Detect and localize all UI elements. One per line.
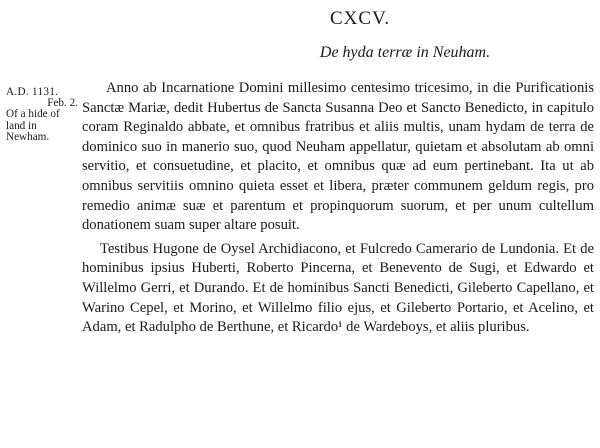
charter-number: CXCV. [330,8,391,29]
margin-date: A.D. 1131. [6,86,59,98]
margin-note [6,87,84,143]
margin-note-line-3: Newham. [6,130,50,143]
margin-note-line-2: land in [6,119,37,132]
charter-body [82,79,594,338]
charter-heading: De hyda terræ in Neuham. [319,44,491,61]
margin-day: Feb. 2. [47,97,78,110]
margin-note-line-1: Of a hide of [6,108,60,121]
charter-paragraph-witnesses: Testibus Hugone de Oysel Archidiacono, et Fulcredo Camerario de Lundonia. Et de hominibus ipsius Huberti, Roberto Pincerna, et Benevento de Sugi, et Edwardo et Willelmo Gerri, et Durando. Et de hominibus Sancti Benedicti, Gileberto Capellano, et Warino Cepel, et Morino, et Willelmo filio ejus, et Gileberto Portario, et Acelino, et Adam, et Radulpho de Berthune, et Ricardo¹ de Wardeboys, et aliis pluribus. [82,240,594,336]
charter-paragraph-grant: Anno ab Incarnatione Domini millesimo centesimo tricesimo, in die Purificationis Sanctæ Mariæ, dedit Hubertus de Sancta Susanna Deo et Sancto Benedicto, in capitulo coram Reginaldo abbate, et omnibus fratribus et aliis multis, unam hydam de terra de dominico suo in manerio suo, quod Neuham appellatur, quietam et absolutam ab omni servitio, et consuetudine, et placito, et omnibus quæ ad eum pertinebant. Ita ut ab omnibus servitiis omnino quieta esset et libera, præter communem geldum regis, pro remedio animæ suæ et parentum et propinquorum suorum, et per unum cultellum donationem suam super altare posuit. [82,80,594,234]
